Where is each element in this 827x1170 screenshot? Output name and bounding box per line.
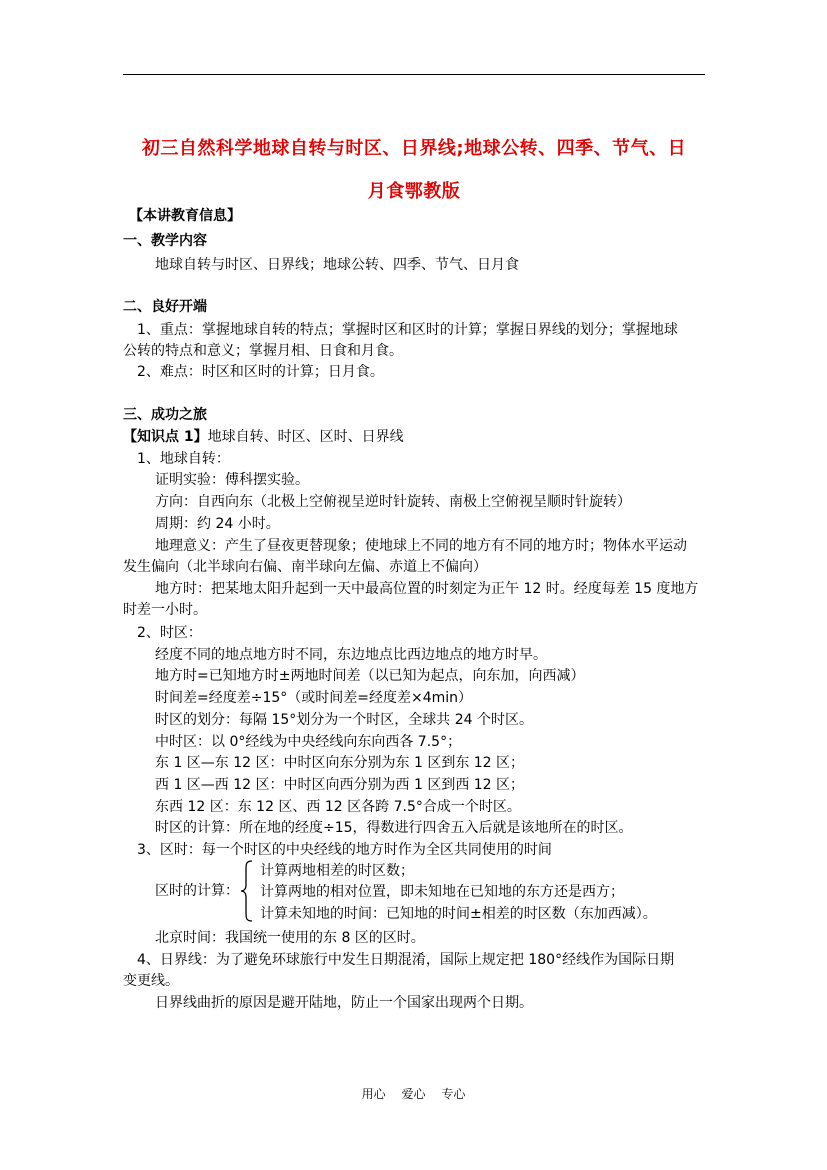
timezone-line-9: 时区的计算：所在地的经度÷15，得数进行四舍五入后就是该地所在的时区。 xyxy=(155,820,633,836)
section-1-heading: 一、教学内容 xyxy=(123,233,207,249)
timezone-heading: 2、时区： xyxy=(137,625,202,641)
zonetime-beijing: 北京时间：我国统一使用的东 8 区的区时。 xyxy=(155,930,425,946)
timezone-line-8: 东西 12 区：东 12 区、西 12 区各跨 7.5°合成一个时区。 xyxy=(155,799,521,815)
zonetime-calc-label: 区时的计算： xyxy=(155,883,239,899)
section-2-point-2: 2、难点：时区和区时的计算；日月食。 xyxy=(137,364,384,380)
rotation-proof: 证明实验：傅科摆实验。 xyxy=(155,472,309,488)
rotation-meaning-a: 地理意义：产生了昼夜更替现象；使地球上不同的地方有不同的地方时；物体水平运动 xyxy=(155,538,687,554)
curly-brace-icon xyxy=(240,860,254,922)
timezone-line-5: 中时区：以 0°经线为中央经线向东向西各 7.5°； xyxy=(155,734,462,750)
dateline-line-2: 日界线曲折的原因是避开陆地，防止一个国家出现两个日期。 xyxy=(155,995,533,1011)
timezone-line-3: 时间差=经度差÷15°（或时间差=经度差×4min） xyxy=(155,690,473,706)
dateline-line-1a: 4、日界线：为了避免环球旅行中发生日期混淆，国际上规定把 180°经线作为国际日期 xyxy=(137,952,675,968)
timezone-line-6: 东 1 区—东 12 区：中时区向东分别为东 1 区到东 12 区； xyxy=(155,755,525,771)
zonetime-calc-step-3: 计算未知地的时间：已知地的时间±相差的时区数（东加西减）。 xyxy=(260,906,657,922)
zonetime-heading: 3、区时：每一个时区的中央经线的地方时作为全区共同使用的时间 xyxy=(137,842,552,858)
header-rule xyxy=(123,74,705,75)
footer-item: 用心 xyxy=(361,1087,386,1101)
rotation-direction: 方向：自西向东（北极上空俯视呈逆时针旋转、南极上空俯视呈顺时针旋转） xyxy=(155,494,631,510)
timezone-line-2: 地方时=已知地方时±两地时间差（以已知为起点，向东加，向西减） xyxy=(155,668,585,684)
section-1-text: 地球自转与时区、日界线；地球公转、四季、节气、日月食 xyxy=(155,257,519,273)
rotation-period: 周期：约 24 小时。 xyxy=(155,516,280,532)
zonetime-calc-step-2: 计算两地的相对位置，即未知地在已知地的东方还是西方； xyxy=(260,884,624,900)
zonetime-calc-step-1: 计算两地相差的时区数； xyxy=(260,863,414,879)
document-title-line-1: 初三自然科学地球自转与时区、日界线;地球公转、四季、节气、日 xyxy=(141,138,687,159)
info-header: 【本讲教育信息】 xyxy=(129,208,241,224)
section-2-point-1a: 1、重点：掌握地球自转的特点；掌握时区和区时的计算；掌握日界线的划分；掌握地球 xyxy=(137,322,678,338)
knowledge-point-title: 地球自转、时区、区时、日界线 xyxy=(207,429,404,445)
rotation-heading: 1、地球自转： xyxy=(137,451,230,467)
timezone-line-4: 时区的划分：每隔 15°划分为一个时区，全球共 24 个时区。 xyxy=(155,712,533,728)
rotation-meaning-b: 发生偏向（北半球向右偏、南半球向左偏、赤道上不偏向） xyxy=(123,559,487,575)
section-2-point-1b: 公转的特点和意义；掌握月相、日食和月食。 xyxy=(123,343,403,359)
section-2-heading: 二、良好开端 xyxy=(123,299,207,315)
page-footer xyxy=(0,1085,827,1102)
rotation-local-time-a: 地方时：把某地太阳升起到一天中最高位置的时刻定为正午 12 时。经度每差 15 度地方 xyxy=(155,581,699,597)
footer-item: 爱心 xyxy=(401,1087,426,1101)
knowledge-point-1 xyxy=(123,427,723,447)
footer-item: 专心 xyxy=(441,1087,466,1101)
knowledge-point-label: 【知识点 1】 xyxy=(123,429,208,445)
document-title-line-2: 月食鄂教版 xyxy=(367,181,461,202)
dateline-line-1b: 变更线。 xyxy=(123,973,179,989)
rotation-local-time-b: 时差一小时。 xyxy=(123,602,207,618)
timezone-line-1: 经度不同的地点地方时不同，东边地点比西边地点的地方时早。 xyxy=(155,647,547,663)
section-3-heading: 三、成功之旅 xyxy=(123,407,207,423)
timezone-line-7: 西 1 区—西 12 区：中时区向西分别为西 1 区到西 12 区； xyxy=(155,777,525,793)
